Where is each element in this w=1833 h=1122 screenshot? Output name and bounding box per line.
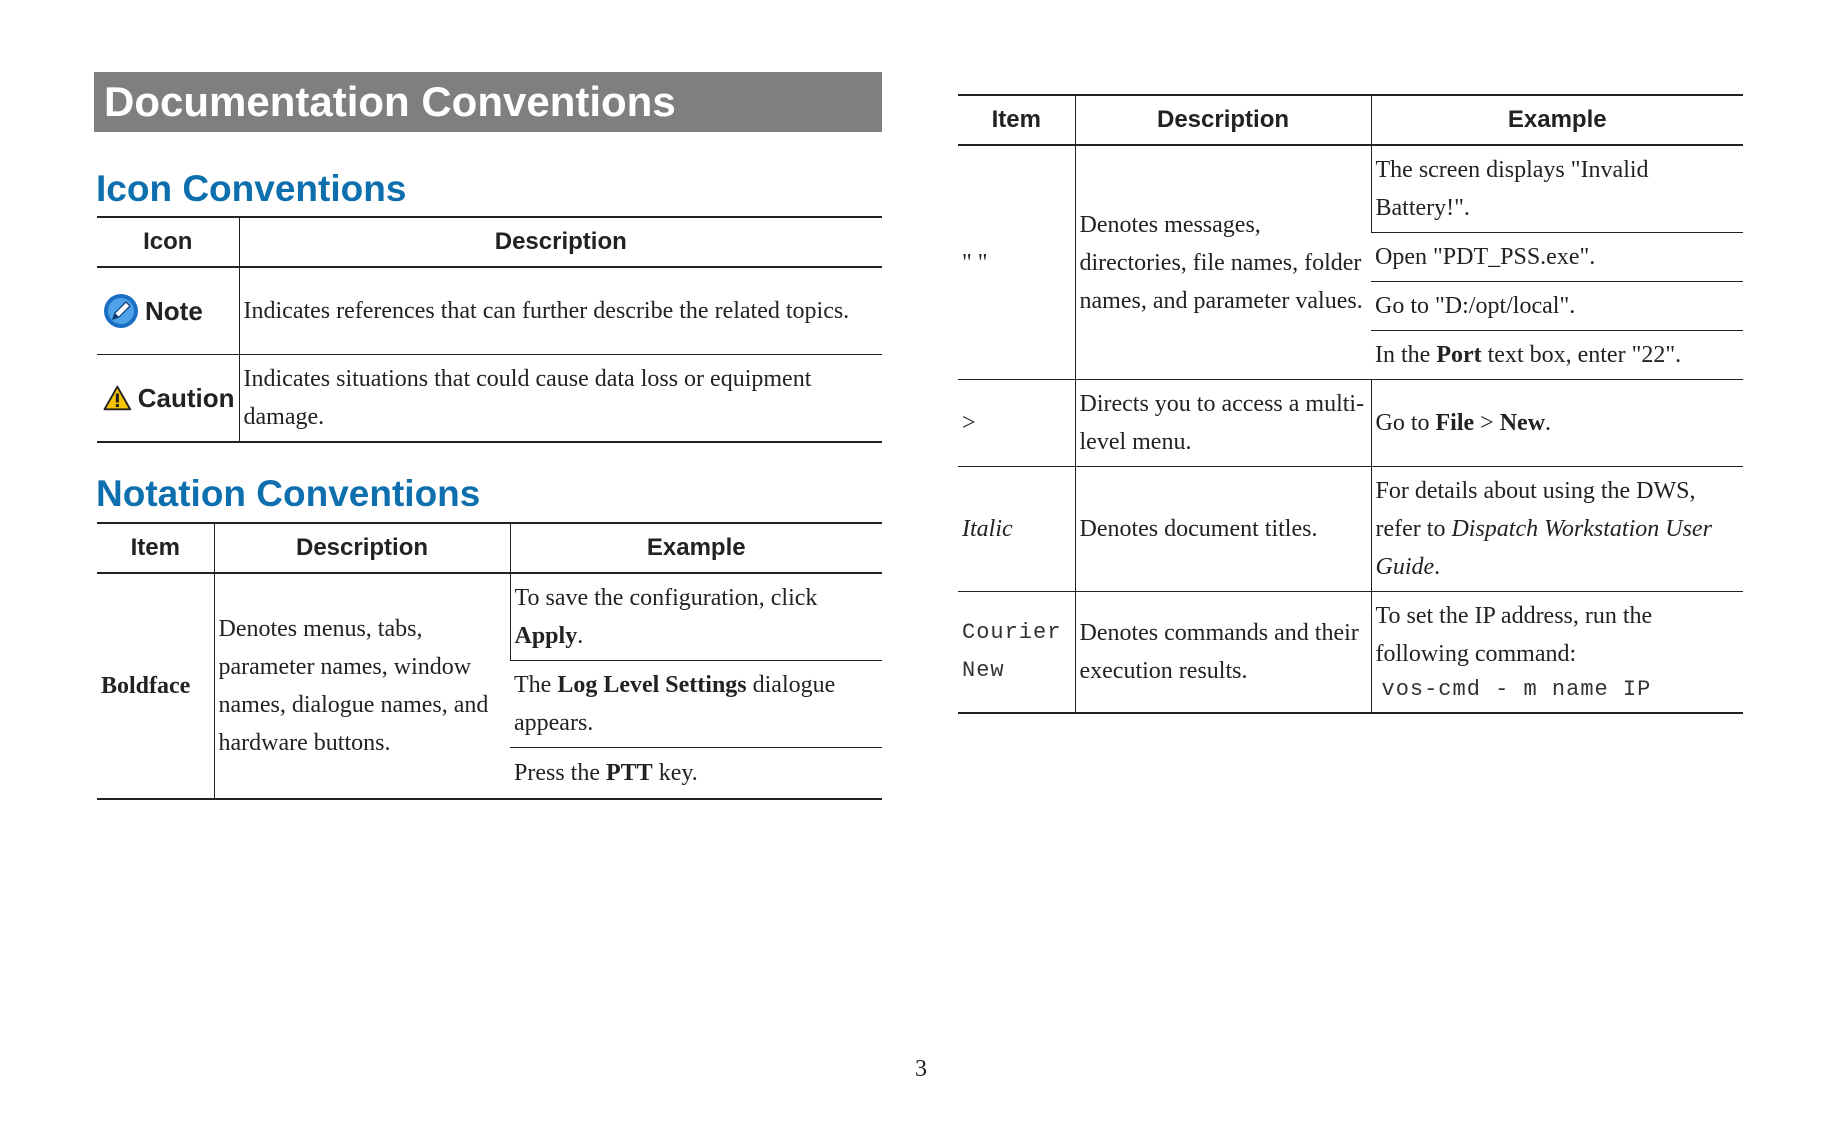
notation-conventions-heading: Notation Conventions — [96, 473, 481, 514]
quotes-example-2: Open "PDT_PSS.exe". — [1371, 233, 1743, 282]
header-description: Description — [1075, 95, 1371, 145]
quotes-example-3: Go to "D:/opt/local". — [1371, 282, 1743, 331]
note-icon — [103, 293, 139, 329]
table-row — [97, 355, 882, 443]
courier-description: Denotes commands and their execution results. — [1075, 592, 1371, 714]
note-label: Note — [101, 292, 235, 330]
note-description: Indicates references that can further describe the related topics. — [239, 267, 882, 355]
command-text: vos-cmd - m name IP — [1381, 677, 1652, 702]
table-row — [97, 267, 882, 355]
header-icon: Icon — [97, 217, 239, 267]
caution-label: Caution — [101, 379, 235, 417]
boldface-description: Denotes menus, tabs, parameter names, window names, dialogue names, and hardware buttons. — [214, 573, 510, 799]
header-item: Item — [958, 95, 1075, 145]
item-italic: Italic — [958, 467, 1075, 592]
italic-example: For details about using the DWS, refer to Dispatch Workstation User Guide. — [1371, 467, 1743, 592]
boldface-example-3: Press the PTT key. — [510, 748, 882, 800]
italic-description: Denotes document titles. — [1075, 467, 1371, 592]
quotes-description: Denotes messages, directories, file names, folder names, and parameter values. — [1075, 145, 1371, 380]
icon-conventions-table — [97, 216, 882, 443]
notation-conventions-table-continued — [958, 94, 1743, 714]
table-row — [958, 467, 1743, 592]
notation-conventions-table — [97, 522, 882, 800]
page-number: 3 — [915, 1056, 927, 1082]
caution-icon — [103, 381, 132, 415]
boldface-example-1: To save the configuration, click Apply. — [510, 573, 882, 661]
table-row — [958, 592, 1743, 714]
item-quotes: " " — [962, 249, 988, 276]
item-greater-than: > — [958, 380, 1075, 467]
header-example: Example — [510, 523, 882, 573]
quotes-example-1: The screen displays "Invalid Battery!". — [1371, 145, 1743, 233]
table-row — [97, 573, 882, 661]
gt-description: Directs you to access a multi-level menu. — [1075, 380, 1371, 467]
header-description: Description — [239, 217, 882, 267]
item-boldface: Boldface — [101, 673, 191, 699]
item-courier-new: Courier New — [958, 592, 1075, 714]
gt-example: Go to File > New. — [1371, 380, 1743, 467]
table-row — [958, 145, 1743, 233]
table-row — [958, 380, 1743, 467]
header-example: Example — [1371, 95, 1743, 145]
page-title: Documentation Conventions — [94, 72, 882, 132]
quotes-example-4: In the Port text box, enter "22". — [1371, 331, 1743, 380]
header-item: Item — [97, 523, 214, 573]
header-description: Description — [214, 523, 510, 573]
icon-conventions-heading: Icon Conventions — [96, 168, 407, 209]
boldface-example-2: The Log Level Settings dialogue appears. — [510, 661, 882, 748]
courier-example: To set the IP address, run the following command: vos-cmd - m name IP — [1371, 592, 1743, 714]
caution-description: Indicates situations that could cause data loss or equipment damage. — [239, 355, 882, 443]
